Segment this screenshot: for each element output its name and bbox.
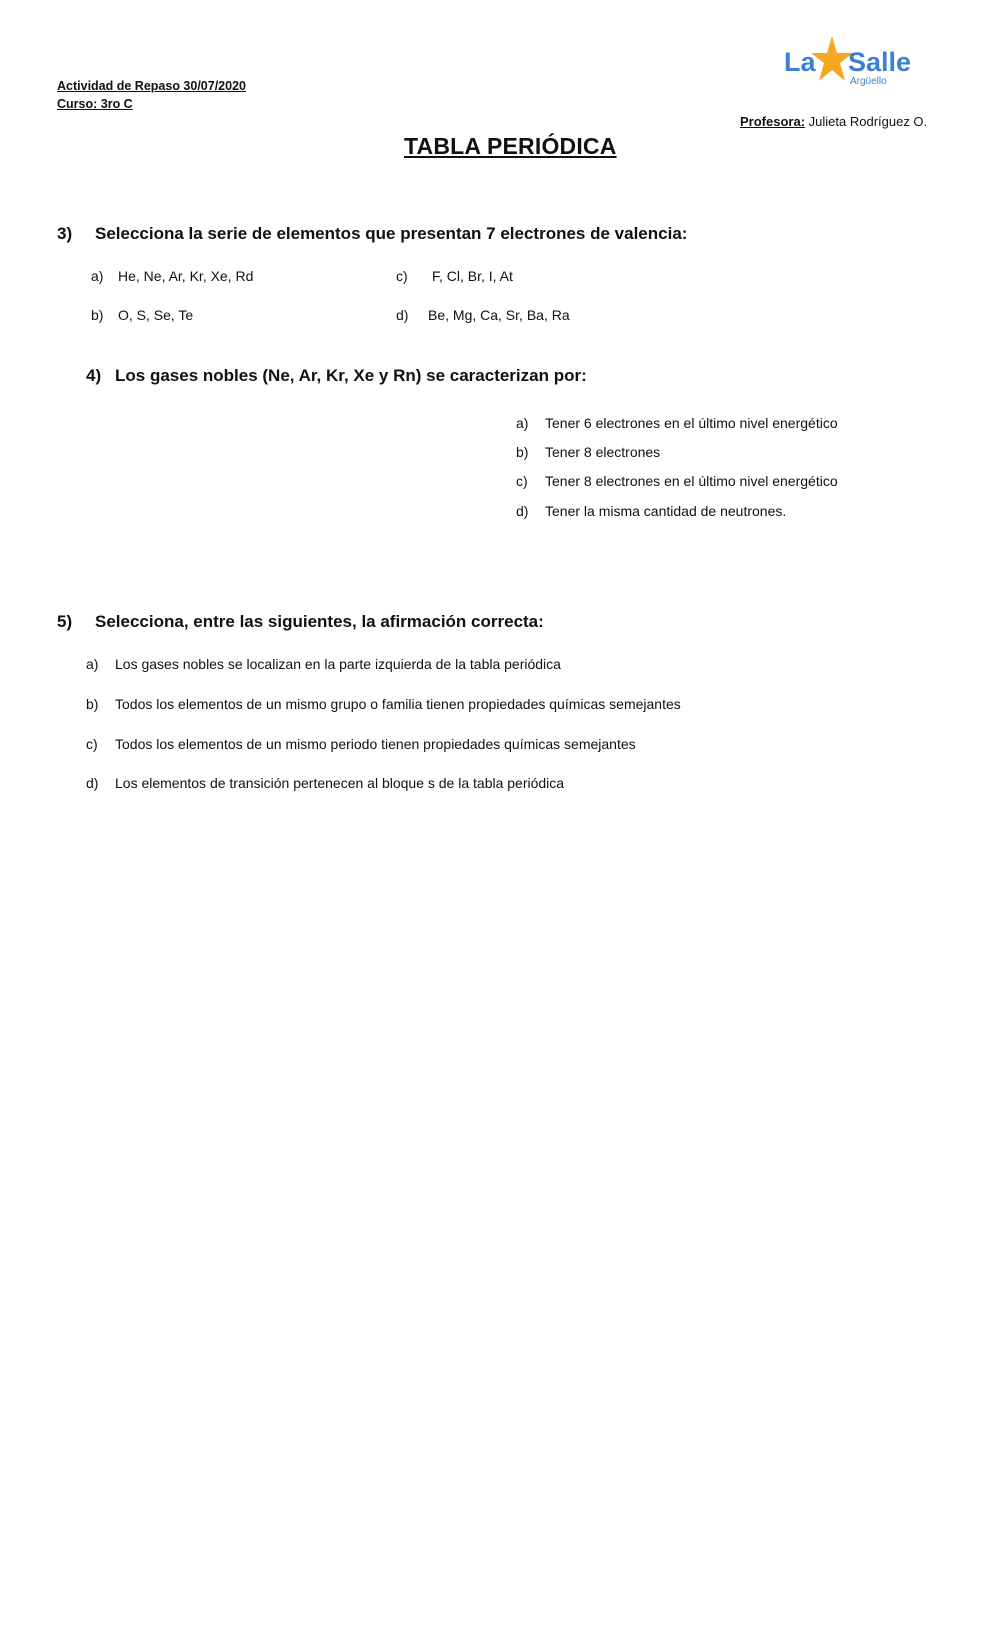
question-4: [86, 366, 587, 386]
option-letter: c): [396, 268, 408, 284]
q4-option-b[interactable]: [516, 444, 660, 460]
option-letter: a): [91, 268, 104, 284]
question-number: 4): [86, 366, 102, 385]
option-letter: a): [86, 656, 99, 672]
question-5: [57, 612, 544, 632]
question-number: 5): [57, 612, 73, 631]
logo-salle-text: Salle: [848, 47, 912, 77]
q4-option-c[interactable]: [516, 473, 838, 489]
question-number: 3): [57, 224, 73, 243]
option-letter: a): [516, 415, 529, 431]
q3-option-c[interactable]: [396, 268, 513, 284]
teacher-line: [740, 114, 927, 129]
option-text: Los gases nobles se localizan en la parte izquierda de la tabla periódica: [115, 656, 561, 672]
option-letter: c): [516, 473, 528, 489]
q5-option-d[interactable]: [86, 775, 564, 791]
teacher-name: Julieta Rodríguez O.: [808, 114, 928, 129]
question-text: Selecciona la serie de elementos que presentan 7 electrones de valencia:: [95, 224, 688, 243]
question-text: Selecciona, entre las siguientes, la afirmación correcta:: [95, 612, 544, 631]
option-text: Todos los elementos de un mismo grupo o familia tienen propiedades químicas semejantes: [115, 696, 681, 712]
q4-option-d[interactable]: [516, 503, 786, 519]
question-text: Los gases nobles (Ne, Ar, Kr, Xe y Rn) se caracterizan por:: [115, 366, 587, 385]
option-text: Be, Mg, Ca, Sr, Ba, Ra: [428, 307, 570, 323]
q5-option-b[interactable]: [86, 696, 681, 712]
option-letter: d): [86, 775, 99, 791]
option-text: Los elementos de transición pertenecen al bloque s de la tabla periódica: [115, 775, 565, 791]
question-3: [57, 224, 687, 244]
option-text: Tener 8 electrones en el último nivel energético: [545, 473, 838, 489]
option-text: Tener la misma cantidad de neutrones.: [545, 503, 787, 519]
q5-option-c[interactable]: [86, 736, 636, 752]
page-title: TABLA PERIÓDICA: [404, 133, 617, 159]
q5-option-a[interactable]: [86, 656, 561, 672]
option-letter: d): [396, 307, 409, 323]
teacher-label: Profesora:: [740, 114, 806, 129]
la-salle-logo: [780, 34, 920, 94]
activity-title: Actividad de Repaso 30/07/2020: [57, 79, 246, 93]
q3-option-d[interactable]: [396, 307, 570, 323]
option-text: Tener 6 electrones en el último nivel energético: [545, 415, 838, 431]
option-text: He, Ne, Ar, Kr, Xe, Rd: [118, 268, 254, 284]
q4-option-a[interactable]: [516, 415, 838, 431]
q3-option-b[interactable]: [91, 307, 193, 323]
option-letter: b): [91, 307, 104, 323]
option-text: Todos los elementos de un mismo periodo tienen propiedades químicas semejantes: [115, 736, 636, 752]
course-label: Curso: 3ro C: [57, 97, 133, 111]
option-letter: b): [516, 444, 529, 460]
logo-subtitle: Argüello: [850, 76, 887, 87]
option-letter: c): [86, 736, 98, 752]
option-text: F, Cl, Br, I, At: [432, 268, 513, 284]
option-letter: d): [516, 503, 529, 519]
logo-la-text: La: [784, 47, 816, 77]
option-text: Tener 8 electrones: [545, 444, 661, 460]
option-text: O, S, Se, Te: [118, 307, 194, 323]
option-letter: b): [86, 696, 99, 712]
q3-option-a[interactable]: [91, 268, 253, 284]
